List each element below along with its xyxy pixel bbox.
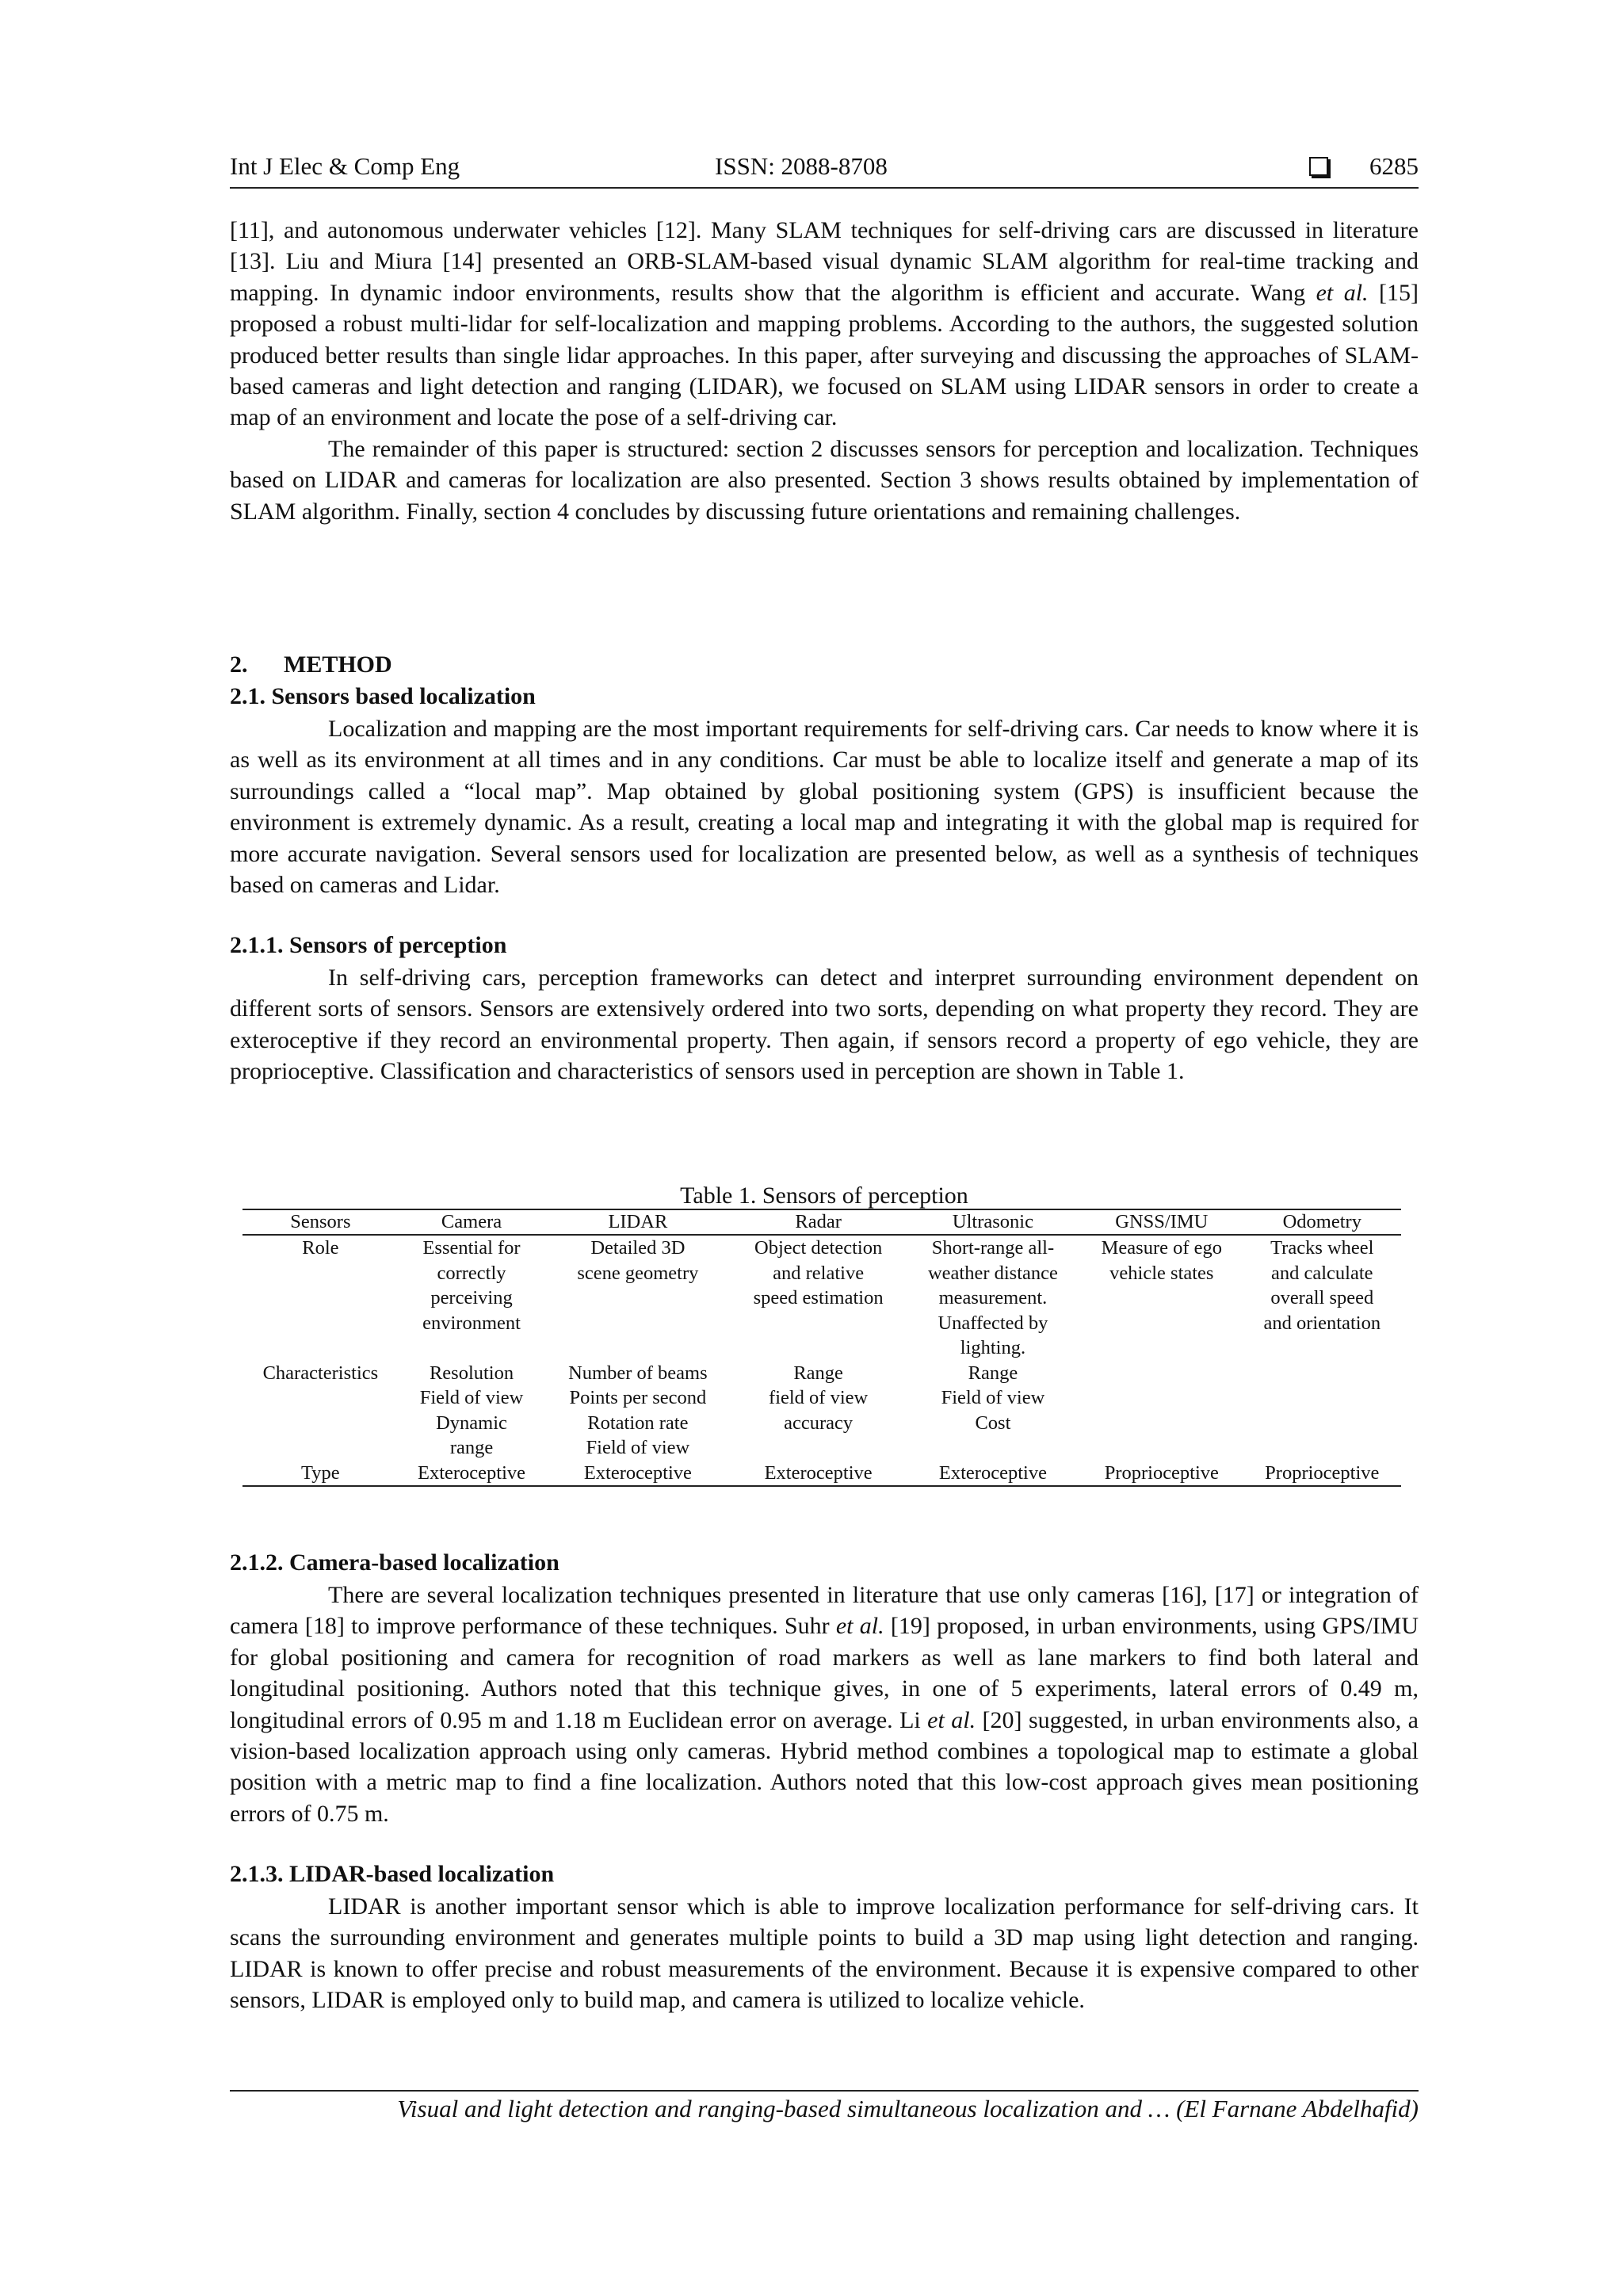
issn: ISSN: 2088-8708 bbox=[715, 152, 888, 180]
table-cell bbox=[1243, 1361, 1401, 1461]
table-cell: Type bbox=[242, 1461, 399, 1487]
running-header bbox=[230, 152, 1419, 189]
table-cell: Range field of view accuracy bbox=[769, 1362, 869, 1434]
table-header-cell: Ultrasonic bbox=[906, 1209, 1080, 1235]
page-number: 6285 bbox=[1369, 152, 1419, 180]
table-cell: Proprioceptive bbox=[1243, 1461, 1401, 1487]
table-cell: Role bbox=[302, 1237, 339, 1259]
table-cell: Exteroceptive bbox=[731, 1461, 905, 1487]
table-cell: Exteroceptive bbox=[399, 1461, 545, 1487]
table-caption: Table 1. Sensors of perception bbox=[680, 1182, 968, 1209]
table-cell: Characteristics bbox=[262, 1362, 379, 1384]
subsection-heading-2-1-2: 2.1.2. Camera-based localization bbox=[230, 1549, 559, 1576]
p212-etal-2: et al. bbox=[927, 1706, 976, 1733]
subsection-2-1-2-body bbox=[230, 1580, 1419, 1829]
section-number: 2. bbox=[230, 651, 248, 678]
table-header-row bbox=[242, 1209, 1401, 1235]
table-cell: Exteroceptive bbox=[906, 1461, 1080, 1487]
paragraph-2-1-3: LIDAR is another important sensor which is able to improve localization performance for self-driving cars. It scans the surrounding environment and generates multiple points to build a 3D map using light detection and ranging. LIDAR is known to offer precise and robust measurements of the environment. Because it is expensive compared to other sensors, LIDAR is employed only to build map, and camera is utilized to localize vehicle. bbox=[230, 1893, 1419, 2014]
table-cell: Number of beams Points per second Rotation rate Field of view bbox=[568, 1362, 708, 1458]
paragraph-2-1: Localization and mapping are the most important requirements for self-driving cars. Car needs to know where it is as well as its environment at all times and in any conditions. Car must be able to localize itself and generate a map of its surroundings called a “local map”. Map obtained by global positioning system (GPS) is insufficient because the environment is extremely dynamic. As a result, creating a local map and integrating it with the global map is required for more accurate navigation. Several sensors used for localization are presented below, as well as a synthesis of techniques based on cameras and Lidar. bbox=[230, 716, 1419, 899]
subsection-heading-2-1-3: 2.1.3. LIDAR-based localization bbox=[230, 1861, 555, 1887]
subsection-2-1-3-body bbox=[230, 1891, 1419, 2016]
table-cell: Tracks wheel and calculate overall speed and orientation bbox=[1263, 1237, 1381, 1334]
p212-text-a: There are several localization techniques presented in literature that use only cameras [16], [17] or integration of camera [18] to improve performance of these techniques. Suhr bbox=[230, 1582, 1419, 1640]
table-header-cell: Camera bbox=[399, 1209, 545, 1235]
table-cell: Range Field of view Cost bbox=[941, 1362, 1045, 1434]
intro-p1-text: [11], and autonomous underwater vehicles [12]. Many SLAM techniques for self-driving cars are discussed in literature [13]. Liu and Miura [14] presented an ORB-SLAM-based visual dynamic SLAM algorithm for real-time tracking and mapping. In dynamic indoor environments, results show that the algorithm is efficient and accurate. Wang bbox=[230, 217, 1419, 306]
table-cell: Essential for correctly perceiving environment bbox=[422, 1237, 521, 1334]
subsection-2-1-1-body bbox=[230, 962, 1419, 1087]
table-header-cell: GNSS/IMU bbox=[1080, 1209, 1243, 1235]
journal-name: Int J Elec & Comp Eng bbox=[230, 152, 460, 180]
paragraph-2-1-2 bbox=[230, 1580, 1419, 1829]
running-footer: Visual and light detection and ranging-based simultaneous localization and … (El Farnane Abdelhafid) bbox=[230, 2090, 1419, 2123]
table-cell: Detailed 3D scene geometry bbox=[577, 1237, 699, 1284]
section-heading-method bbox=[230, 651, 392, 678]
table-cell: Object detection and relative speed estimation bbox=[753, 1237, 884, 1308]
intro-paragraph-2: The remainder of this paper is structured: section 2 discusses sensors for perception and localization. Techniques based on LIDAR and cameras for localization are also presented. Section 3 shows results obtained by implementation of SLAM algorithm. Finally, section 4 concludes by discussing future orientations and remaining challenges. bbox=[230, 435, 1419, 525]
intro-paragraph-1 bbox=[230, 215, 1419, 434]
table-header-cell: LIDAR bbox=[544, 1209, 731, 1235]
sensors-table bbox=[242, 1209, 1401, 1487]
p212-etal-1: et al. bbox=[835, 1613, 884, 1640]
p212-text-c: [20] suggested, in urban environments also, a vision-based localization approach using only cameras. Hybrid method combines a topological map to estimate a global position with a metric map to find a fine localization. Authors noted that this low-cost approach gives mean positioning errors of 0.75 m. bbox=[230, 1706, 1419, 1827]
table-header-cell: Radar bbox=[731, 1209, 905, 1235]
table-row bbox=[242, 1461, 1401, 1487]
intro-p1-end-text: [15] proposed a robust multi-lidar for self-localization and mapping problems. According to the authors, the suggested solution produced better results than single lidar approaches. In this paper, after surveying and discussing the approaches of SLAM-based cameras and light detection and ranging (LIDAR), we focused on SLAM using LIDAR sensors in order to create a map of an environment and locate the pose of a self-driving car. bbox=[230, 279, 1419, 431]
checkbox-square-icon bbox=[1309, 157, 1328, 176]
subsection-heading-2-1-1: 2.1.1. Sensors of perception bbox=[230, 932, 507, 958]
table-cell bbox=[1080, 1361, 1243, 1461]
table-cell: Measure of ego vehicle states bbox=[1101, 1237, 1223, 1284]
table-row bbox=[242, 1361, 1401, 1461]
table-row bbox=[242, 1235, 1401, 1361]
table-header-cell: Sensors bbox=[242, 1209, 399, 1235]
subsection-heading-2-1: 2.1. Sensors based localization bbox=[230, 683, 536, 709]
table-header-cell: Odometry bbox=[1243, 1209, 1401, 1235]
table-cell: Short-range all- weather distance measurement. Unaffected by lighting. bbox=[927, 1237, 1058, 1358]
table-cell: Exteroceptive bbox=[544, 1461, 731, 1487]
table-cell: Proprioceptive bbox=[1080, 1461, 1243, 1487]
intro-p1-etal: et al. bbox=[1316, 279, 1369, 306]
section-title: METHOD bbox=[284, 651, 392, 678]
paragraph-2-1-1: In self-driving cars, perception frameworks can detect and interpret surrounding environment dependent on different sorts of sensors. Sensors are extensively ordered into two sorts, depending on what property they record. They are exteroceptive if they record an environmental property. Then again, if sensors record a property of ego vehicle, they are proprioceptive. Classification and characteristics of sensors used in perception are shown in Table 1. bbox=[230, 965, 1419, 1085]
intro-section bbox=[230, 215, 1419, 527]
table-cell: Resolution Field of view Dynamic range bbox=[419, 1362, 524, 1458]
p212-text-b: [19] proposed, in urban environments, using GPS/IMU for global positioning and camera for recognition of road markers as well as lane markers to find both lateral and longitudinal positioning. Authors noted that this technique gives, in one of 5 experiments, lateral errors of 0.49 m, longitudinal errors of 0.95 m and 1.18 m Euclidean error on average. Li bbox=[230, 1613, 1419, 1733]
subsection-2-1-body bbox=[230, 713, 1419, 900]
